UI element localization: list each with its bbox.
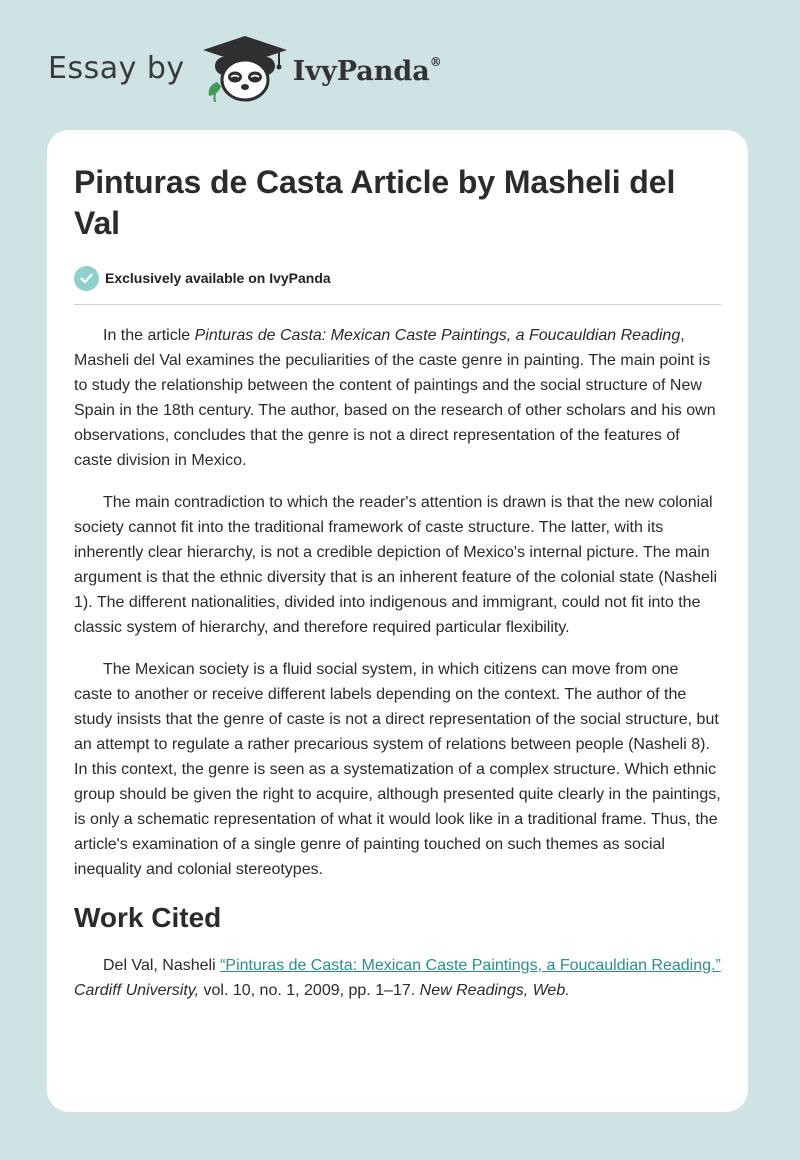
- exclusive-badge-text: Exclusively available on IvyPanda: [105, 270, 331, 286]
- brand-name[interactable]: [293, 55, 442, 87]
- registered-mark: ®: [429, 55, 442, 69]
- article-title-italic: Pinturas de Casta: Mexican Caste Paintings, a Foucauldian Reading: [194, 327, 681, 344]
- exclusive-badge: [74, 264, 721, 292]
- brand-name-text: IvyPanda: [292, 56, 430, 87]
- check-circle-icon: [74, 266, 99, 291]
- paragraph-1-body: , Masheli del Val examines the peculiarities of the caste genre in painting. The main point is to study the relationship between the content of paintings and the social structure of New Spain in the 18th century. The author, based on the research of other scholars and his own observations, concludes that the genre is not a direct representation of the features of caste division in Mexico.: [74, 327, 716, 469]
- site-header: [48, 36, 442, 106]
- panda-graduate-icon[interactable]: [199, 34, 291, 104]
- citation-link[interactable]: “Pinturas de Casta: Mexican Caste Paintings, a Foucauldian Reading.”: [220, 957, 721, 974]
- works-cited-heading: Work Cited: [74, 902, 222, 933]
- paragraph-2: The main contradiction to which the reader's attention is drawn is that the new colonial society cannot fit into the traditional framework of caste structure. The latter, with its inherently clear hierarchy, is not a credible depiction of Mexico's internal picture. The main argument is that the ethnic diversity that is an inherent feature of the colonial state (Nasheli 1). The different nationalities, divided into indigenous and immigrant, could not fit into the classic system of hierarchy, and therefore required particular flexibility.: [74, 494, 718, 636]
- citation-author: Del Val, Nasheli: [103, 957, 221, 974]
- citation-entry: [74, 953, 721, 1003]
- paragraph-1: [74, 323, 721, 473]
- citation-publisher: Cardiff University,: [74, 982, 200, 999]
- citation-medium: New Readings, Web.: [419, 982, 570, 999]
- essay-title: Pinturas de Casta Article by Masheli del Val: [74, 164, 676, 241]
- paragraph-3: The Mexican society is a fluid social system, in which citizens can move from one caste to another or receive different labels depending on the context. The author of the study insists that the genre of caste is not a direct representation of the social structure, but an attempt to regulate a rather precarious system of relations between people (Nasheli 8). In this context, the genre is seen as a systematization of a complex structure. Which ethnic group should be given the right to acquire, although presented quite clearly in the paintings, is only a schematic representation of what it would look like in a traditional frame. Thus, the article's examination of a single genre of painting touched on such themes as social inequality and colonial stereotypes.: [74, 661, 721, 878]
- essay-card: [47, 130, 748, 1112]
- citation-details: vol. 10, no. 1, 2009, pp. 1–17.: [199, 982, 420, 999]
- essay-by-label: Essay by: [48, 50, 185, 86]
- paragraph-1-lead: In the article: [103, 327, 195, 344]
- divider: [74, 304, 721, 305]
